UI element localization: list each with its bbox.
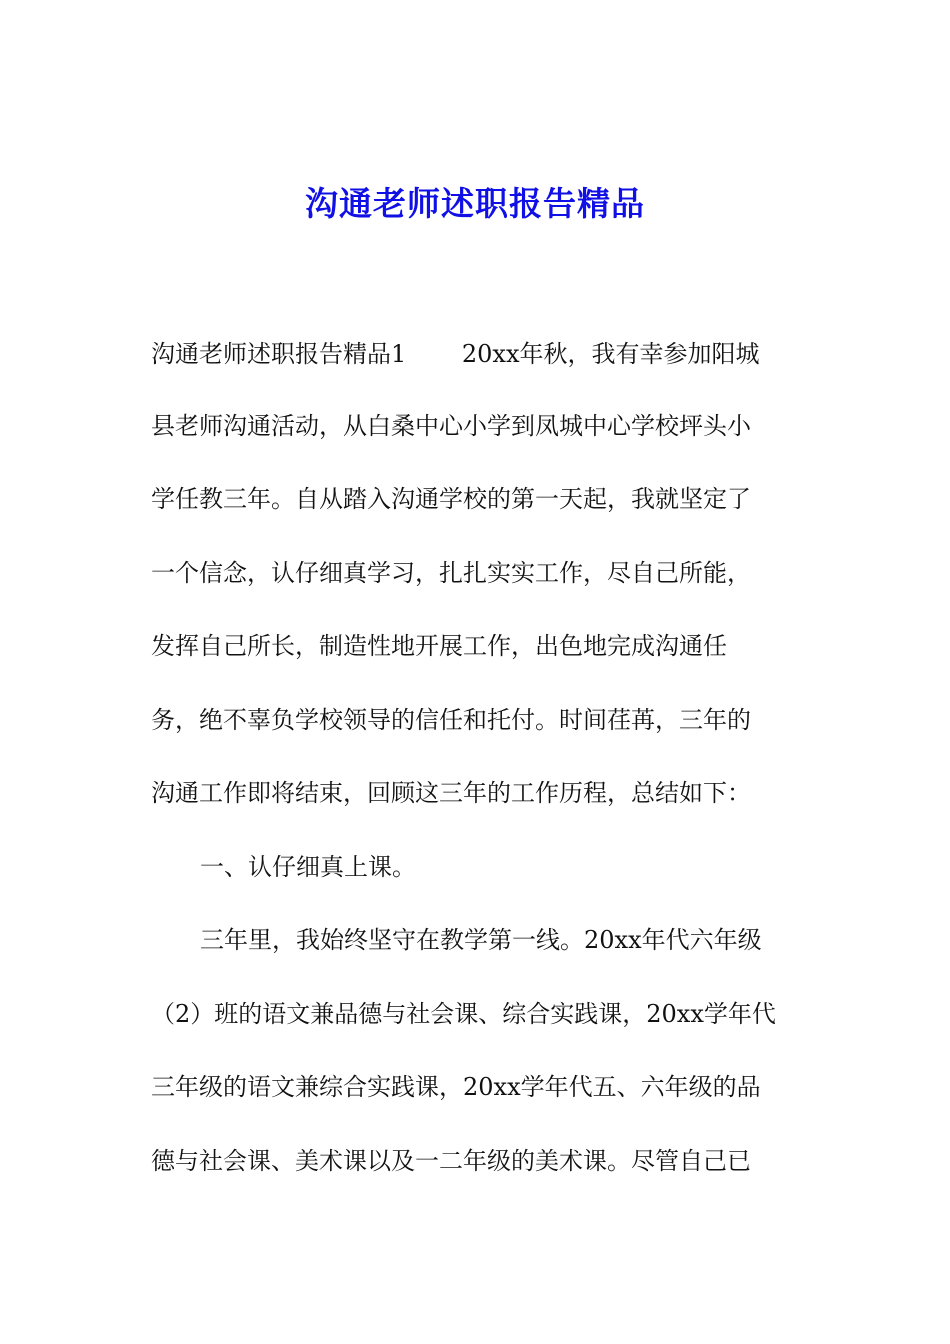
paragraph-line: 一个信念，认仔细真学习，扎扎实实工作，尽自己所能， [151, 559, 751, 587]
paragraph-line: 沟通工作即将结束，回顾这三年的工作历程，总结如下： [151, 779, 751, 807]
paragraph-line: （2）班的语文兼品德与社会课、综合实践课，20xx学年代 [151, 1000, 776, 1028]
paragraph-line: 三年里，我始终坚守在教学第一线。20xx年代六年级 [200, 926, 762, 954]
section-heading: 一、认仔细真上课。 [200, 853, 416, 881]
paragraph-line: 县老师沟通活动，从白桑中心小学到凤城中心学校坪头小 [151, 412, 751, 440]
paragraph-line: 三年级的语文兼综合实践课，20xx学年代五、六年级的品 [151, 1073, 761, 1101]
paragraph-line: 发挥自己所长，制造性地开展工作，出色地完成沟通任 [151, 632, 727, 660]
document-title: 沟通老师述职报告精品 [305, 184, 645, 223]
paragraph-line: 沟通老师述职报告精品1 20xx年秋，我有幸参加阳城 [151, 340, 760, 368]
paragraph-line: 德与社会课、美术课以及一二年级的美术课。尽管自己已 [151, 1147, 751, 1175]
paragraph-line: 学任教三年。自从踏入沟通学校的第一天起，我就坚定了 [151, 485, 751, 513]
paragraph-line: 务，绝不辜负学校领导的信任和托付。时间荏苒，三年的 [151, 706, 751, 734]
